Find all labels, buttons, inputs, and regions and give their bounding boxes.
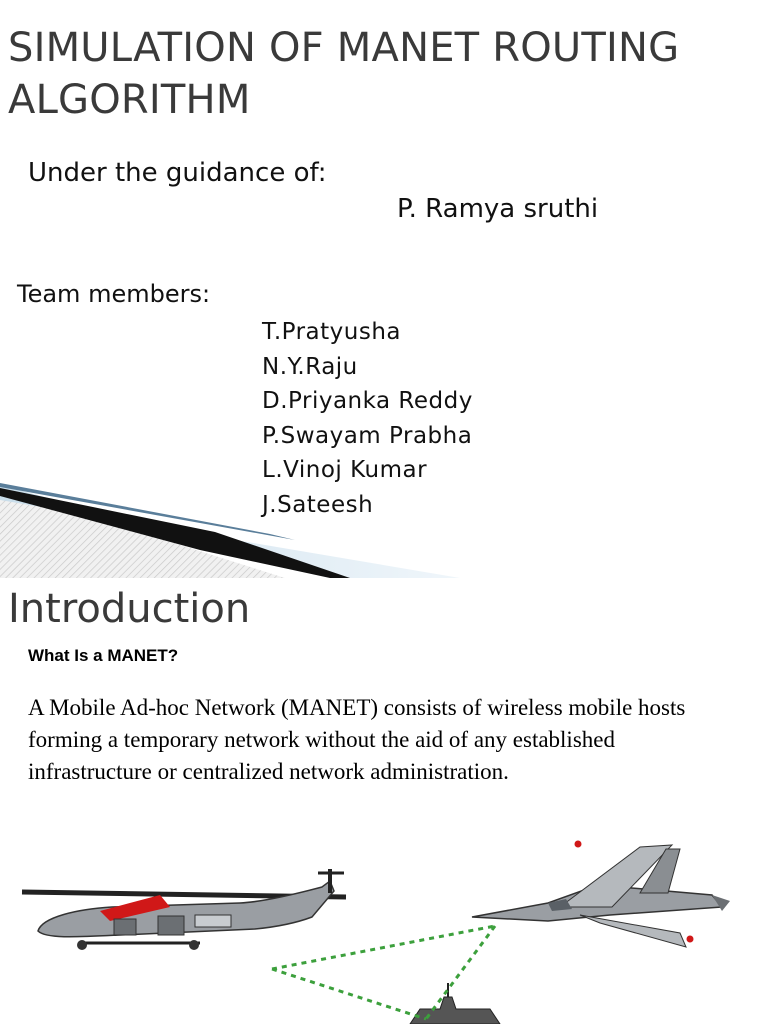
section-title: Introduction xyxy=(8,586,251,632)
team-member: T.Pratyusha xyxy=(262,319,402,345)
team-member: L.Vinoj Kumar xyxy=(262,457,428,483)
wireless-link-line xyxy=(272,926,495,1019)
team-member: N.Y.Raju xyxy=(262,353,358,380)
manet-illustration xyxy=(0,823,768,1024)
fighter-jet-icon xyxy=(472,841,730,948)
ship-icon xyxy=(410,983,500,1024)
introduction-slide xyxy=(0,578,768,1024)
guidance-label: Under the guidance of: xyxy=(28,158,327,188)
team-member: J.Sateesh xyxy=(262,491,374,518)
helicopter-icon xyxy=(22,869,346,950)
question-heading: What Is a MANET? xyxy=(28,646,179,665)
team-members-label: Team members: xyxy=(17,280,211,308)
slide-title: SIMULATION OF MANET ROUTING ALGORITHM xyxy=(8,25,680,123)
guide-name: P. Ramya sruthi xyxy=(397,194,599,224)
team-member: P.Swayam Prabha xyxy=(262,422,473,449)
definition-paragraph: A Mobile Ad-hoc Network (MANET) consists of wireless mobile hosts forming a temporary network without the aid of any established infrastructure or centralized network administration. xyxy=(28,695,686,784)
decorative-swoosh xyxy=(0,470,768,578)
team-member: D.Priyanka Reddy xyxy=(262,388,473,414)
